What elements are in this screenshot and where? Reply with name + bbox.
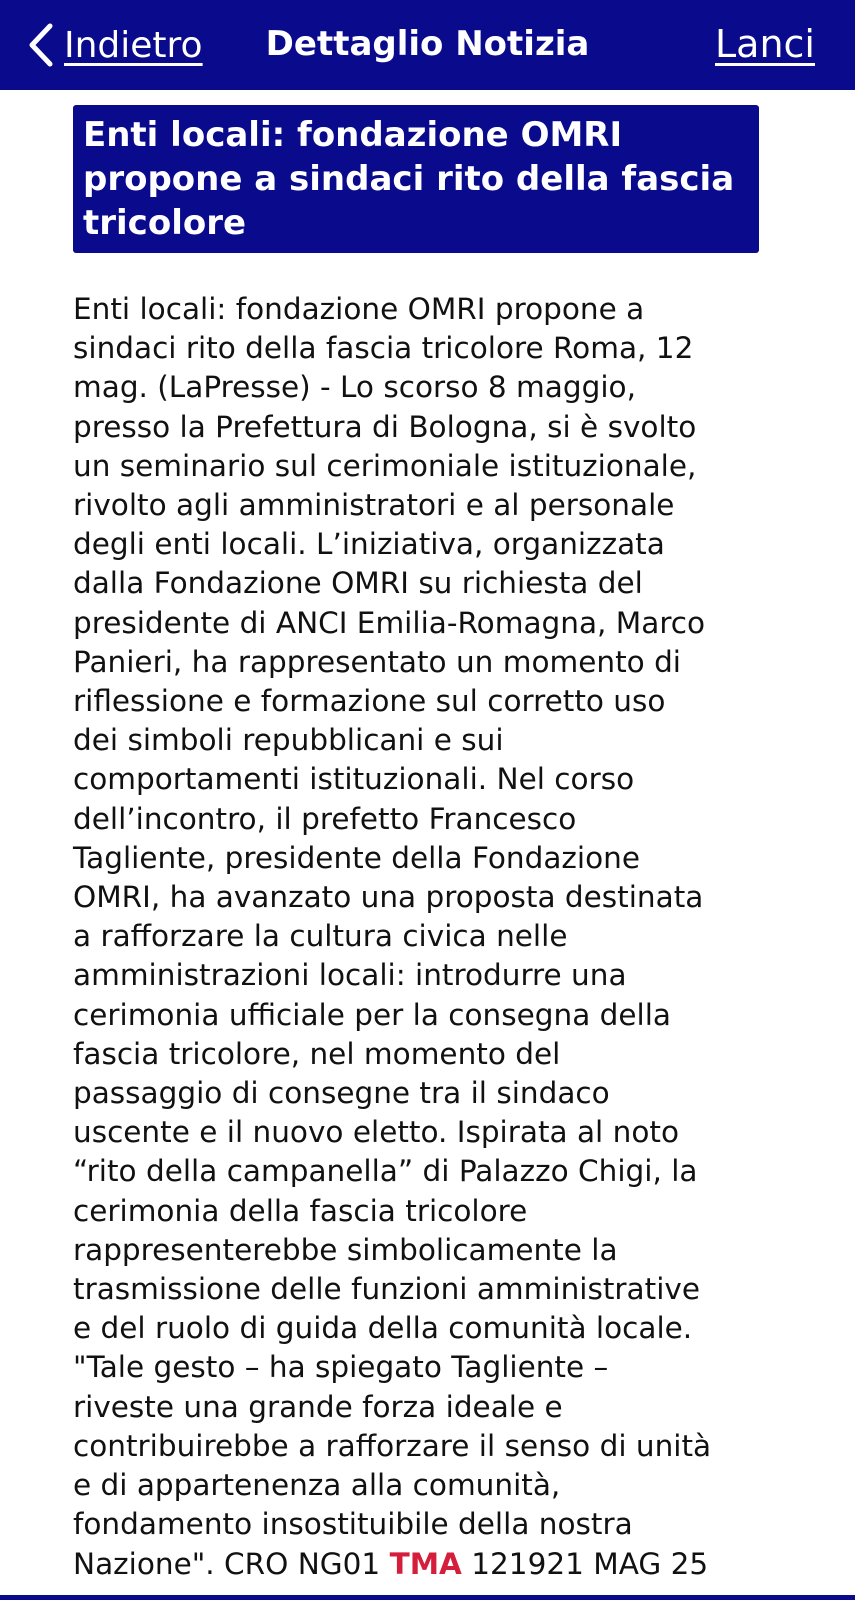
source-tag: TMA <box>389 1546 462 1581</box>
top-navigation-bar <box>0 0 855 90</box>
back-label: Indietro <box>64 24 203 66</box>
lanci-link[interactable]: Lanci <box>715 22 815 66</box>
article-headline: Enti locali: fondazione OMRI propone a sindaci rito della fascia tricolore <box>73 105 759 253</box>
chevron-left-icon <box>26 22 54 68</box>
article-body <box>73 290 773 1584</box>
page-title-text: Dettaglio Notizia <box>265 24 590 64</box>
bottom-divider <box>0 1595 855 1600</box>
back-button[interactable] <box>26 14 203 76</box>
article-body-text: Enti locali: fondazione OMRI propone a sindaci rito della fascia tricolore Roma, 12 mag. (LaPresse) - Lo scorso 8 maggio, presso la Prefettura di Bologna, si è svolto un seminario sul cerimoniale istituzionale, rivolto agli amministratori e al personale degli enti locali. L’iniziativa, organizzata dalla Fondazione OMRI su richiesta del presidente di ANCI Emilia-Romagna, Marco Panieri, ha rappresentato un momento di riflessione e formazione sul corretto uso dei simboli repubblicani e sui comportamenti istituzionali. Nel corso dell’incontro, il prefetto Francesco Tagliente, presidente della Fondazione OMRI, ha avanzato una proposta destinata a rafforzare la cultura civica nelle amministrazioni locali: introdurre una cerimonia ufficiale per la consegna della fascia tricolore, nel momento del passaggio di consegne tra il sindaco uscente e il nuovo eletto. Ispirata al noto “rito della campanella” di Palazzo Chigi, la cerimonia della fascia tricolore rappresenterebbe simbolicamente la trasmissione delle funzioni amministrative e del ruolo di guida della comunità locale. "Tale gesto – ha spiegato Tagliente – riveste una grande forza ideale e contribuirebbe a rafforzare il senso di unità e di appartenenza alla comunità, fondamento insostituibile della nostra Nazione". CRO NG01 <box>73 292 712 1581</box>
article-trailer: 121921 MAG 25 <box>461 1546 709 1581</box>
